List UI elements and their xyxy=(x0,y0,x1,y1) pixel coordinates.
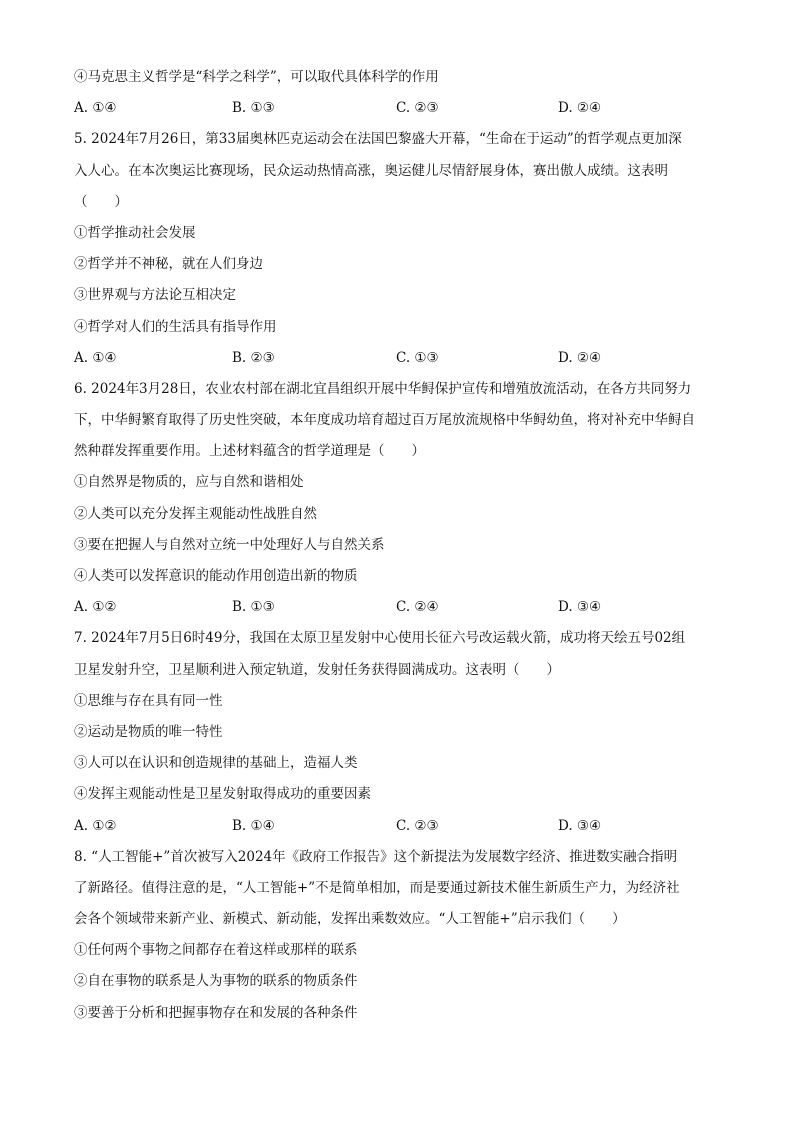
text-line: ②哲学并不神秘，就在人们身边 xyxy=(74,256,263,273)
text-line: 然种群发挥重要作用。上述材料蕴含的哲学道理是（ ） xyxy=(74,443,425,460)
document-page xyxy=(74,62,734,1029)
answer-option-d: D. ③④ xyxy=(558,817,602,834)
text-line: 5. 2024年7月26日，第33届奥林匹克运动会在法国巴黎盛大开幕，“生命在于运动”的哲学观点更加深 xyxy=(74,131,682,148)
text-line: ②自在事物的联系是人为事物的联系的物质条件 xyxy=(74,973,358,990)
answer-option-a: A. ①② xyxy=(74,817,117,834)
text-line: 7. 2024年7月5日6时49分，我国在太原卫星发射中心使用长征六号改运载火箭，成功将天绘五号02组 xyxy=(74,630,686,647)
answer-option-c: C. ②③ xyxy=(396,817,439,834)
answer-option-a: A. ①④ xyxy=(74,100,117,117)
answer-options-row xyxy=(74,811,734,842)
text-line: ②运动是物质的唯一特性 xyxy=(74,723,223,740)
text-line: ①自然界是物质的，应与自然和谐相处 xyxy=(74,474,304,491)
answer-option-a: A. ①④ xyxy=(74,349,117,366)
answer-option-a: A. ①② xyxy=(74,599,117,616)
text-line: 8. “人工智能+”首次被写入2024年《政府工作报告》这个新提法为发展数字经济、推进数实融合指明 xyxy=(74,848,678,865)
text-line: ③要善于分析和把握事物存在和发展的各种条件 xyxy=(74,1004,358,1021)
text-line: 了新路径。值得注意的是，“人工智能+”不是简单相加，而是要通过新技术催生新质生产力，为经济社 xyxy=(74,879,680,896)
answer-option-b: B. ①③ xyxy=(232,599,275,616)
text-line: ②人类可以充分发挥主观能动性战胜自然 xyxy=(74,505,317,522)
text-line: ④马克思主义哲学是“科学之科学”，可以取代具体科学的作用 xyxy=(74,69,439,85)
answer-options-row xyxy=(74,93,734,124)
answer-option-c: C. ②④ xyxy=(396,599,439,616)
text-line: ①任何两个事物之间都存在着这样或那样的联系 xyxy=(74,942,358,959)
answer-option-b: B. ②③ xyxy=(232,349,275,366)
answer-option-d: D. ②④ xyxy=(558,349,602,366)
answer-option-b: B. ①④ xyxy=(232,817,275,834)
answer-option-c: C. ①③ xyxy=(396,349,439,366)
text-line: 入人心。在本次奥运比赛现场，民众运动热情高涨，奥运健儿尽情舒展身体，赛出傲人成绩。这表明 xyxy=(74,162,668,179)
answer-option-b: B. ①③ xyxy=(232,100,275,117)
text-line: （ ） xyxy=(74,193,128,210)
text-line: ③要在把握人与自然对立统一中处理好人与自然关系 xyxy=(74,536,385,553)
text-line: 会各个领域带来新产业、新模式、新动能，发挥出乘数效应。“人工智能+”启示我们（ ） xyxy=(74,911,626,928)
answer-options-row xyxy=(74,343,734,374)
document-content xyxy=(74,62,734,1029)
answer-option-d: D. ③④ xyxy=(558,599,602,616)
answer-option-c: C. ②③ xyxy=(396,100,439,117)
text-line: ④人类可以发挥意识的能动作用创造出新的物质 xyxy=(74,568,358,584)
text-line: ③人可以在认识和创造规律的基础上，造福人类 xyxy=(74,755,358,772)
answer-option-d: D. ②④ xyxy=(558,100,602,117)
text-line: ④哲学对人们的生活具有指导作用 xyxy=(74,318,277,335)
text-line: ①哲学推动社会发展 xyxy=(74,224,196,241)
text-line: ①思维与存在具有同一性 xyxy=(74,692,223,709)
text-line: ④发挥主观能动性是卫星发射取得成功的重要因素 xyxy=(74,786,371,803)
text-line: 下，中华鲟繁育取得了历史性突破，本年度成功培育超过百万尾放流规格中华鲟幼鱼，将对补充中华鲟自 xyxy=(74,412,695,429)
answer-options-row xyxy=(74,592,734,623)
text-line: 卫星发射升空，卫星顺利进入预定轨道，发射任务获得圆满成功。这表明（ ） xyxy=(74,661,560,678)
text-line: ③世界观与方法论互相决定 xyxy=(74,287,236,304)
text-line: 6. 2024年3月28日，农业农村部在湖北宜昌组织开展中华鲟保护宣传和增殖放流活动，在各方共同努力 xyxy=(74,380,692,397)
